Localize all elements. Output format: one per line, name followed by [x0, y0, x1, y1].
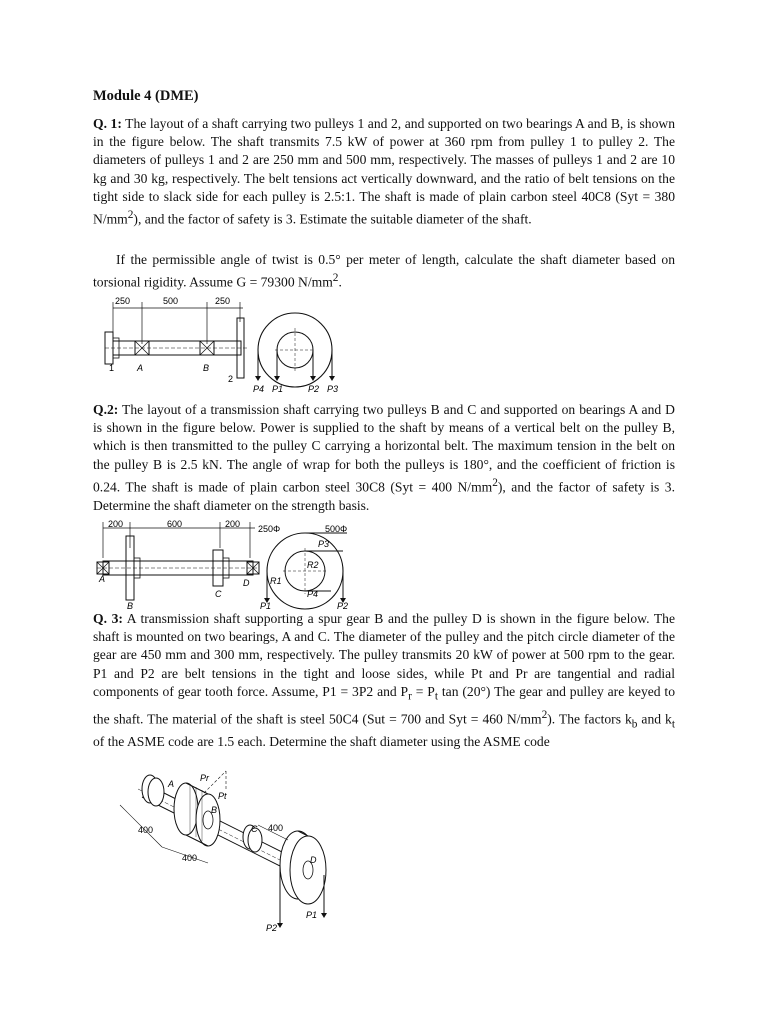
q2-force-r2: R2	[307, 560, 319, 570]
q1-text-a: The layout of a shaft carrying two pulleys 1 and 2, and supported on two bearings A and B, is shown in the figure below. The shaft transmits 7.5 kW of power at 360 rpm from pulley 1 to pulley 2. The diameters of pulleys 1 and 2 are 250 mm and 500 mm, respectively. The masses of pulleys 1 and 2 are 10 kg and 30 kg, respectively. The belt tensions act vertically downward, and the ratio of belt tensions on the tight side to slack side for each pulley is 2.5:1. The shaft is made of plain carbon steel 40C8 (Syt = 380 N/mm	[93, 116, 675, 227]
q2-paragraph	[93, 401, 675, 515]
q2-force-p3: P3	[318, 539, 330, 549]
q3-label-d: D	[310, 855, 317, 865]
q3-text-c: tan (20°) The gear and pulley are keyed to the shaft. The material of the shaft is steel 50C4 (Sut = 700 and Syt = 460 N/mm	[93, 683, 676, 727]
q2-label-c: C	[215, 589, 222, 599]
q1-paragraph	[93, 115, 675, 229]
q3-text-b: = P	[411, 683, 435, 699]
q3-label-b: B	[211, 805, 218, 815]
q2-dia-1: 250Φ	[258, 524, 281, 534]
q3-text-e: and k	[637, 711, 672, 727]
q2-label-a: A	[99, 574, 106, 584]
q2-dim-3: 200	[225, 519, 241, 529]
q3-force-pt: Pt	[218, 791, 227, 801]
q3-paragraph	[93, 610, 675, 751]
q3-dim-3: 400	[268, 823, 284, 833]
q1-label: Q. 1:	[93, 116, 122, 131]
q2-force-r1: R1	[270, 576, 282, 586]
q2-label-b: B	[127, 601, 134, 610]
q3-sub-t: t	[434, 690, 439, 703]
q1-sup1: 2	[127, 209, 134, 222]
q1-label-a: A	[137, 363, 144, 373]
q1-text-c: If the permissible angle of twist is 0.5° per meter of length, calculate the shaft diameter based on torsional rigidity. Assume G = 79300 N/mm	[93, 252, 675, 290]
q3-label: Q. 3:	[93, 611, 123, 626]
q1-force-p1: P1	[272, 384, 284, 394]
q3-force-p2: P2	[266, 923, 278, 933]
q3-text-f: of the ASME code are 1.5 each. Determine the shaft diameter using the ASME code	[93, 734, 550, 750]
q3-force-pr: Pr	[200, 773, 209, 783]
q1-force-p4: P4	[253, 384, 265, 394]
q3-text-d: ). The factors k	[547, 711, 632, 727]
q1-label-b: B	[203, 363, 210, 373]
q1-paragraph-2	[93, 251, 675, 292]
q3-sub-t2: t	[671, 717, 675, 730]
q1-dim-1: 250	[115, 296, 131, 306]
q3-force-p1: P1	[306, 910, 318, 920]
q1-dim-3: 250	[215, 296, 231, 306]
q3-sub-b: b	[631, 717, 638, 730]
q3-sup: 2	[541, 708, 548, 721]
q2-dia-2: 500Φ	[325, 524, 348, 534]
q1-force-p2: P2	[308, 384, 320, 394]
q2-text-b: ), and the factor of safety is 3. Determine the shaft diameter on the strength basis.	[93, 479, 675, 513]
q2-figure	[95, 518, 360, 610]
q2-force-p4: P4	[307, 589, 319, 599]
q2-label: Q.2:	[93, 402, 119, 417]
q2-text-a: The layout of a transmission shaft carrying two pulleys B and C and supported on bearings A and D is shown in the figure below. Power is supplied to the shaft by means of a vertical belt on the pulley B, which is then transmitted to the pulley C carrying a horizontal belt. The maximum tension in the belt on the pulley B is 2.5 kN. The angle of wrap for both the pulleys is 180°, and the coefficient of friction is 0.24. The shaft is made of plain carbon steel 30C8 (Syt = 400 N/mm	[93, 402, 675, 495]
q1-text-d: .	[338, 274, 342, 290]
q2-force-p1: P1	[260, 601, 272, 610]
q2-force-p2: P2	[337, 601, 349, 610]
module-title: Module 4 (DME)	[93, 88, 199, 104]
q2-dim-2: 600	[167, 519, 183, 529]
q3-figure	[108, 765, 348, 935]
q1-label-2: 2	[228, 374, 234, 384]
q2-sup: 2	[492, 476, 498, 489]
q1-force-p3: P3	[327, 384, 339, 394]
q1-label-1: 1	[109, 363, 115, 373]
q1-figure	[95, 292, 355, 396]
q2-label-d: D	[243, 578, 250, 588]
q3-sub-r: r	[408, 690, 412, 703]
q3-label-a: A	[168, 779, 175, 789]
q1-text-b: ), and the factor of safety is 3. Estimate the suitable diameter of the shaft.	[133, 211, 532, 227]
q3-text-a: A transmission shaft supporting a spur gear B and the pulley D is shown in the figure below. The shaft is mounted on two bearings, A and C. The diameter of the pulley and the pitch circle diameter of the gear are 450 mm and 300 mm, respectively. The pulley transmits 20 kW of power at 500 rpm to the gear. P1 and P2 are belt tensions in the tight and loose sides, while Pt and Pr are tangential and radial components of gear tooth force. Assume, P1 = 3P2 and P	[93, 611, 675, 699]
q3-dim-2: 400	[182, 853, 198, 863]
q3-dim-1: 400	[138, 825, 154, 835]
q3-label-c: C	[251, 824, 258, 834]
q1-sup2: 2	[332, 272, 339, 285]
q2-dim-1: 200	[108, 519, 124, 529]
q1-dim-2: 500	[163, 296, 179, 306]
